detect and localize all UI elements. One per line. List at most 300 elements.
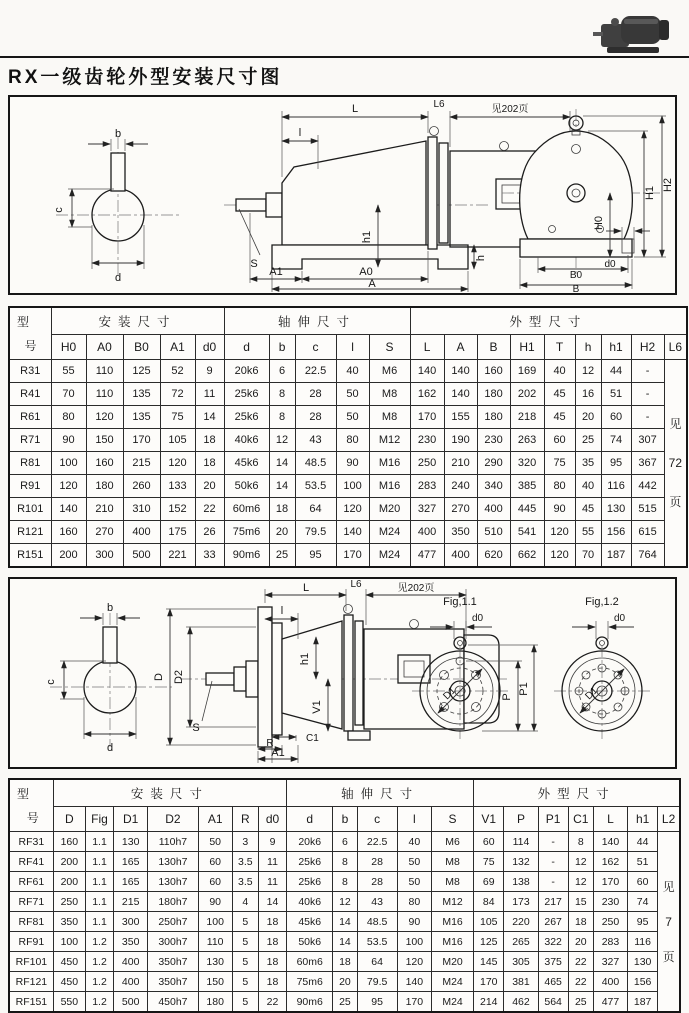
value-cell: 14 bbox=[269, 475, 295, 498]
col-header: C1 bbox=[568, 807, 593, 832]
model-cell: R61 bbox=[9, 406, 51, 429]
value-cell: 283 bbox=[410, 475, 444, 498]
value-cell: 462 bbox=[504, 992, 538, 1013]
value-cell: 80 bbox=[51, 406, 86, 429]
value-cell: 230 bbox=[410, 429, 444, 452]
value-cell: 230 bbox=[477, 429, 510, 452]
col-header: H2 bbox=[631, 335, 664, 360]
value-cell: 8 bbox=[568, 832, 593, 852]
value-cell: 25k6 bbox=[224, 383, 269, 406]
dim-label-L6: L6 bbox=[350, 579, 362, 590]
table-row bbox=[9, 912, 680, 932]
value-cell: 22 bbox=[568, 972, 593, 992]
value-cell: 70 bbox=[51, 383, 86, 406]
value-cell: M16 bbox=[369, 475, 410, 498]
value-cell: 110 bbox=[86, 360, 123, 383]
col-header: L bbox=[593, 807, 627, 832]
value-cell: 60 bbox=[601, 406, 631, 429]
value-cell: 180 bbox=[86, 475, 123, 498]
value-cell: 14 bbox=[269, 452, 295, 475]
value-cell: 95 bbox=[601, 452, 631, 475]
value-cell: 400 bbox=[123, 521, 160, 544]
value-cell: 477 bbox=[593, 992, 627, 1013]
value-cell: 12 bbox=[568, 852, 593, 872]
value-cell: M24 bbox=[369, 521, 410, 544]
value-cell: 130 bbox=[114, 832, 148, 852]
col-header: h1 bbox=[628, 807, 658, 832]
value-cell: M24 bbox=[431, 992, 473, 1013]
col-header: d bbox=[224, 335, 269, 360]
value-cell: - bbox=[538, 872, 568, 892]
value-cell: 170 bbox=[123, 429, 160, 452]
value-cell: 327 bbox=[410, 498, 444, 521]
table-row bbox=[9, 992, 680, 1013]
model-cell: R101 bbox=[9, 498, 51, 521]
col-header: b bbox=[269, 335, 295, 360]
page-ref-note bbox=[658, 832, 680, 1013]
table-row bbox=[9, 972, 680, 992]
value-cell: 169 bbox=[510, 360, 544, 383]
value-cell: 12 bbox=[269, 429, 295, 452]
col-header: b bbox=[333, 807, 357, 832]
dim-label-H1: H1 bbox=[644, 185, 656, 201]
value-cell: 140 bbox=[410, 360, 444, 383]
model-char: 型 bbox=[17, 315, 37, 329]
dimension-table-foot-mounted bbox=[8, 306, 688, 568]
fig-1-2-flange-view bbox=[554, 596, 650, 739]
dim-label-S: S bbox=[250, 258, 258, 270]
value-cell: 400 bbox=[477, 498, 510, 521]
dim-label-A0: A0 bbox=[359, 266, 373, 278]
value-cell: 250 bbox=[593, 912, 627, 932]
value-cell: 145 bbox=[474, 952, 504, 972]
value-cell: 550 bbox=[53, 992, 85, 1013]
value-cell: 40 bbox=[575, 475, 601, 498]
value-cell: 95 bbox=[357, 992, 397, 1013]
value-cell: 25 bbox=[568, 992, 593, 1013]
value-cell: 3.5 bbox=[232, 852, 258, 872]
value-cell: 218 bbox=[510, 406, 544, 429]
value-cell: 26 bbox=[195, 521, 224, 544]
group-header-install-dims: 安装尺寸 bbox=[51, 307, 224, 335]
value-cell: 662 bbox=[510, 544, 544, 568]
value-cell: 250 bbox=[53, 892, 85, 912]
value-cell: 350 bbox=[444, 521, 477, 544]
value-cell: 90 bbox=[336, 452, 369, 475]
value-cell: 1.2 bbox=[85, 952, 113, 972]
value-cell: 79.5 bbox=[295, 521, 336, 544]
value-cell: 100 bbox=[51, 452, 86, 475]
value-cell: 60 bbox=[544, 429, 575, 452]
value-cell: 120 bbox=[160, 452, 195, 475]
value-cell: 1.1 bbox=[85, 912, 113, 932]
value-cell: 140 bbox=[444, 383, 477, 406]
value-cell: 25k6 bbox=[224, 406, 269, 429]
value-cell: 5 bbox=[232, 952, 258, 972]
value-cell: 160 bbox=[53, 832, 85, 852]
col-header: V1 bbox=[474, 807, 504, 832]
page-ref-note bbox=[664, 360, 687, 568]
value-cell: 445 bbox=[510, 498, 544, 521]
value-cell: 156 bbox=[628, 972, 658, 992]
value-cell: 33 bbox=[195, 544, 224, 568]
value-cell: 4 bbox=[232, 892, 258, 912]
col-header: D2 bbox=[148, 807, 198, 832]
value-cell: M8 bbox=[431, 852, 473, 872]
value-cell: 74 bbox=[628, 892, 658, 912]
value-cell: 18 bbox=[258, 972, 286, 992]
value-cell: 75m6 bbox=[287, 972, 333, 992]
value-cell: 55 bbox=[51, 360, 86, 383]
value-cell: 240 bbox=[444, 475, 477, 498]
col-header: B bbox=[477, 335, 510, 360]
value-cell: 1.2 bbox=[85, 932, 113, 952]
value-cell: 8 bbox=[269, 406, 295, 429]
value-cell: 100 bbox=[53, 932, 85, 952]
dim-label-d0: d0 bbox=[472, 613, 484, 624]
value-cell: 350h7 bbox=[148, 952, 198, 972]
table-row bbox=[9, 952, 680, 972]
value-cell: 135 bbox=[123, 406, 160, 429]
value-cell: 156 bbox=[601, 521, 631, 544]
value-cell: 564 bbox=[538, 992, 568, 1013]
value-cell: 162 bbox=[410, 383, 444, 406]
value-cell: 11 bbox=[258, 872, 286, 892]
value-cell: M16 bbox=[369, 452, 410, 475]
value-cell: 51 bbox=[628, 852, 658, 872]
value-cell: 50 bbox=[198, 832, 232, 852]
value-cell: 510 bbox=[477, 521, 510, 544]
value-cell: 22.5 bbox=[357, 832, 397, 852]
value-cell: 45 bbox=[544, 406, 575, 429]
col-header: T bbox=[544, 335, 575, 360]
value-cell: 120 bbox=[336, 498, 369, 521]
value-cell: 100 bbox=[397, 932, 431, 952]
value-cell: 125 bbox=[123, 360, 160, 383]
value-cell: 9 bbox=[195, 360, 224, 383]
value-cell: 35 bbox=[575, 452, 601, 475]
value-cell: M6 bbox=[369, 360, 410, 383]
value-cell: 45 bbox=[575, 498, 601, 521]
value-cell: 52 bbox=[160, 360, 195, 383]
value-cell: M8 bbox=[431, 872, 473, 892]
value-cell: 150 bbox=[198, 972, 232, 992]
value-cell: 267 bbox=[538, 912, 568, 932]
page-ref-note-char: 见 bbox=[669, 417, 682, 431]
col-header: L6 bbox=[664, 335, 687, 360]
value-cell: 165 bbox=[114, 872, 148, 892]
value-cell: 11 bbox=[258, 852, 286, 872]
value-cell: 130 bbox=[198, 952, 232, 972]
table-row bbox=[9, 852, 680, 872]
page-ref-note-char: 7 bbox=[665, 914, 672, 929]
value-cell: 138 bbox=[504, 872, 538, 892]
value-cell: 300h7 bbox=[148, 932, 198, 952]
value-cell: 500 bbox=[123, 544, 160, 568]
value-cell: 110 bbox=[198, 932, 232, 952]
dim-label-d0: d0 bbox=[604, 259, 616, 270]
value-cell: 90m6 bbox=[224, 544, 269, 568]
value-cell: 14 bbox=[333, 932, 357, 952]
value-cell: 210 bbox=[444, 452, 477, 475]
value-cell: 105 bbox=[474, 912, 504, 932]
value-cell: 500 bbox=[114, 992, 148, 1013]
col-header: A1 bbox=[198, 807, 232, 832]
value-cell: 367 bbox=[631, 452, 664, 475]
value-cell: 105 bbox=[160, 429, 195, 452]
value-cell: 18 bbox=[258, 932, 286, 952]
value-cell: 80 bbox=[397, 892, 431, 912]
value-cell: 22.5 bbox=[295, 360, 336, 383]
model-cell: R91 bbox=[9, 475, 51, 498]
value-cell: 114 bbox=[504, 832, 538, 852]
value-cell: 215 bbox=[114, 892, 148, 912]
value-cell: 45k6 bbox=[224, 452, 269, 475]
value-cell: 20 bbox=[269, 521, 295, 544]
col-header: h bbox=[575, 335, 601, 360]
dim-label-d: d bbox=[114, 272, 122, 284]
value-cell: 170 bbox=[474, 972, 504, 992]
table-row bbox=[9, 498, 687, 521]
value-cell: 140 bbox=[397, 972, 431, 992]
col-header: D bbox=[53, 807, 85, 832]
value-cell: 150 bbox=[86, 429, 123, 452]
value-cell: 140 bbox=[444, 360, 477, 383]
value-cell: 22 bbox=[195, 498, 224, 521]
dim-label-d: d bbox=[106, 742, 114, 754]
value-cell: 45k6 bbox=[287, 912, 333, 932]
value-cell: 230 bbox=[593, 892, 627, 912]
value-cell: 25 bbox=[269, 544, 295, 568]
value-cell: 51 bbox=[601, 383, 631, 406]
col-header: h1 bbox=[601, 335, 631, 360]
value-cell: 5 bbox=[232, 932, 258, 952]
value-cell: 120 bbox=[51, 475, 86, 498]
value-cell: 15 bbox=[568, 892, 593, 912]
value-cell: 110h7 bbox=[148, 832, 198, 852]
model-cell: R71 bbox=[9, 429, 51, 452]
value-cell: 25k6 bbox=[287, 852, 333, 872]
value-cell: 300 bbox=[86, 544, 123, 568]
model-cell: RF81 bbox=[9, 912, 53, 932]
value-cell: M16 bbox=[431, 912, 473, 932]
table-row bbox=[9, 872, 680, 892]
value-cell: 28 bbox=[357, 872, 397, 892]
value-cell: 43 bbox=[357, 892, 397, 912]
model-column-header bbox=[9, 779, 53, 832]
value-cell: 75 bbox=[474, 852, 504, 872]
value-cell: 20 bbox=[575, 406, 601, 429]
value-cell: 160 bbox=[51, 521, 86, 544]
col-header: A bbox=[444, 335, 477, 360]
value-cell: 25 bbox=[333, 992, 357, 1013]
value-cell: 140 bbox=[51, 498, 86, 521]
value-cell: 160 bbox=[86, 452, 123, 475]
value-cell: 70 bbox=[575, 544, 601, 568]
model-cell: RF101 bbox=[9, 952, 53, 972]
value-cell: 125 bbox=[474, 932, 504, 952]
model-cell: RF41 bbox=[9, 852, 53, 872]
value-cell: 187 bbox=[601, 544, 631, 568]
value-cell: 9 bbox=[258, 832, 286, 852]
value-cell: - bbox=[631, 406, 664, 429]
value-cell: 20 bbox=[333, 972, 357, 992]
col-header: A0 bbox=[86, 335, 123, 360]
dim-label-c: c bbox=[45, 679, 57, 685]
value-cell: 48.5 bbox=[357, 912, 397, 932]
value-cell: 18 bbox=[258, 952, 286, 972]
table-row bbox=[9, 932, 680, 952]
group-header-shaft-dims: 轴伸尺寸 bbox=[224, 307, 410, 335]
value-cell: 465 bbox=[538, 972, 568, 992]
value-cell: 95 bbox=[295, 544, 336, 568]
value-cell: 6 bbox=[269, 360, 295, 383]
value-cell: 14 bbox=[258, 892, 286, 912]
value-cell: 74 bbox=[601, 429, 631, 452]
col-header: L bbox=[410, 335, 444, 360]
value-cell: 310 bbox=[123, 498, 160, 521]
value-cell: 53.5 bbox=[295, 475, 336, 498]
value-cell: 18 bbox=[269, 498, 295, 521]
model-cell: R121 bbox=[9, 521, 51, 544]
dim-label-V1: V1 bbox=[311, 700, 323, 714]
group-header-install-dims: 安装尺寸 bbox=[53, 779, 286, 807]
value-cell: 1.2 bbox=[85, 992, 113, 1013]
value-cell: 5 bbox=[232, 912, 258, 932]
dim-label-L: L bbox=[302, 582, 310, 594]
value-cell: 116 bbox=[601, 475, 631, 498]
value-cell: 18 bbox=[568, 912, 593, 932]
model-cell: RF151 bbox=[9, 992, 53, 1013]
value-cell: 202 bbox=[510, 383, 544, 406]
value-cell: 187 bbox=[628, 992, 658, 1013]
table-row bbox=[9, 892, 680, 912]
page-ref-note-char: 页 bbox=[662, 949, 675, 964]
value-cell: 80 bbox=[336, 429, 369, 452]
value-cell: 90m6 bbox=[287, 992, 333, 1013]
value-cell: 64 bbox=[357, 952, 397, 972]
value-cell: 381 bbox=[504, 972, 538, 992]
model-cell: RF91 bbox=[9, 932, 53, 952]
dim-label-d0: d0 bbox=[614, 613, 626, 624]
value-cell: 1.1 bbox=[85, 892, 113, 912]
dim-label-l: l bbox=[298, 127, 302, 139]
dim-label-h1: h1 bbox=[299, 652, 311, 666]
value-cell: 260 bbox=[123, 475, 160, 498]
value-cell: 64 bbox=[295, 498, 336, 521]
value-cell: 60m6 bbox=[287, 952, 333, 972]
dim-label-L6: L6 bbox=[433, 99, 445, 110]
value-cell: 90 bbox=[51, 429, 86, 452]
value-cell: 620 bbox=[477, 544, 510, 568]
value-cell: 120 bbox=[86, 406, 123, 429]
value-cell: M8 bbox=[369, 383, 410, 406]
value-cell: 170 bbox=[593, 872, 627, 892]
value-cell: - bbox=[631, 383, 664, 406]
col-header: D1 bbox=[114, 807, 148, 832]
value-cell: - bbox=[538, 832, 568, 852]
value-cell: 450 bbox=[53, 952, 85, 972]
table-row bbox=[9, 452, 687, 475]
value-cell: M20 bbox=[431, 952, 473, 972]
value-cell: 170 bbox=[397, 992, 431, 1013]
value-cell: 28 bbox=[357, 852, 397, 872]
model-column-header bbox=[9, 307, 51, 360]
model-char: 号 bbox=[26, 811, 46, 825]
col-header: P bbox=[504, 807, 538, 832]
model-cell: R151 bbox=[9, 544, 51, 568]
model-cell: R31 bbox=[9, 360, 51, 383]
dim-label-A: A bbox=[368, 278, 376, 290]
value-cell: 442 bbox=[631, 475, 664, 498]
value-cell: 1.1 bbox=[85, 872, 113, 892]
dim-label-D2: D2 bbox=[173, 669, 185, 685]
value-cell: 60 bbox=[198, 852, 232, 872]
value-cell: 1.1 bbox=[85, 832, 113, 852]
col-header: H0 bbox=[51, 335, 86, 360]
value-cell: 18 bbox=[195, 452, 224, 475]
value-cell: 90 bbox=[544, 498, 575, 521]
value-cell: 11 bbox=[195, 383, 224, 406]
value-cell: 95 bbox=[628, 912, 658, 932]
value-cell: 6 bbox=[333, 832, 357, 852]
value-cell: 48.5 bbox=[295, 452, 336, 475]
value-cell: 250h7 bbox=[148, 912, 198, 932]
value-cell: 322 bbox=[538, 932, 568, 952]
value-cell: 53.5 bbox=[357, 932, 397, 952]
model-cell: RF71 bbox=[9, 892, 53, 912]
diagram-panel-flange-mounted bbox=[8, 577, 677, 769]
group-header-outline-dims: 外型尺寸 bbox=[474, 779, 680, 807]
col-header: d0 bbox=[258, 807, 286, 832]
value-cell: 400 bbox=[114, 952, 148, 972]
value-cell: 50 bbox=[336, 383, 369, 406]
col-header: l bbox=[397, 807, 431, 832]
value-cell: 5 bbox=[232, 992, 258, 1013]
value-cell: 12 bbox=[333, 892, 357, 912]
value-cell: 28 bbox=[295, 406, 336, 429]
front-view-foot-mounted bbox=[502, 109, 674, 293]
value-cell: 14 bbox=[195, 406, 224, 429]
dim-label-C1: C1 bbox=[306, 733, 319, 744]
see-page-202-note: 见202页 bbox=[397, 583, 435, 594]
dim-label-D: D bbox=[153, 673, 165, 681]
group-header-shaft-dims: 轴伸尺寸 bbox=[287, 779, 474, 807]
dim-label-B0: B0 bbox=[569, 270, 583, 281]
table-row bbox=[9, 544, 687, 568]
value-cell: 3 bbox=[232, 832, 258, 852]
value-cell: 152 bbox=[160, 498, 195, 521]
value-cell: 340 bbox=[477, 475, 510, 498]
dim-label-R: R bbox=[266, 738, 274, 749]
col-header: R bbox=[232, 807, 258, 832]
value-cell: 100 bbox=[198, 912, 232, 932]
value-cell: 60 bbox=[198, 872, 232, 892]
value-cell: 327 bbox=[593, 952, 627, 972]
value-cell: 450 bbox=[53, 972, 85, 992]
value-cell: 221 bbox=[160, 544, 195, 568]
value-cell: M20 bbox=[369, 498, 410, 521]
value-cell: 60 bbox=[474, 832, 504, 852]
value-cell: 764 bbox=[631, 544, 664, 568]
table-row bbox=[9, 383, 687, 406]
value-cell: M12 bbox=[369, 429, 410, 452]
value-cell: 135 bbox=[123, 383, 160, 406]
value-cell: 270 bbox=[444, 498, 477, 521]
value-cell: 130h7 bbox=[148, 872, 198, 892]
value-cell: 180h7 bbox=[148, 892, 198, 912]
value-cell: 400 bbox=[593, 972, 627, 992]
